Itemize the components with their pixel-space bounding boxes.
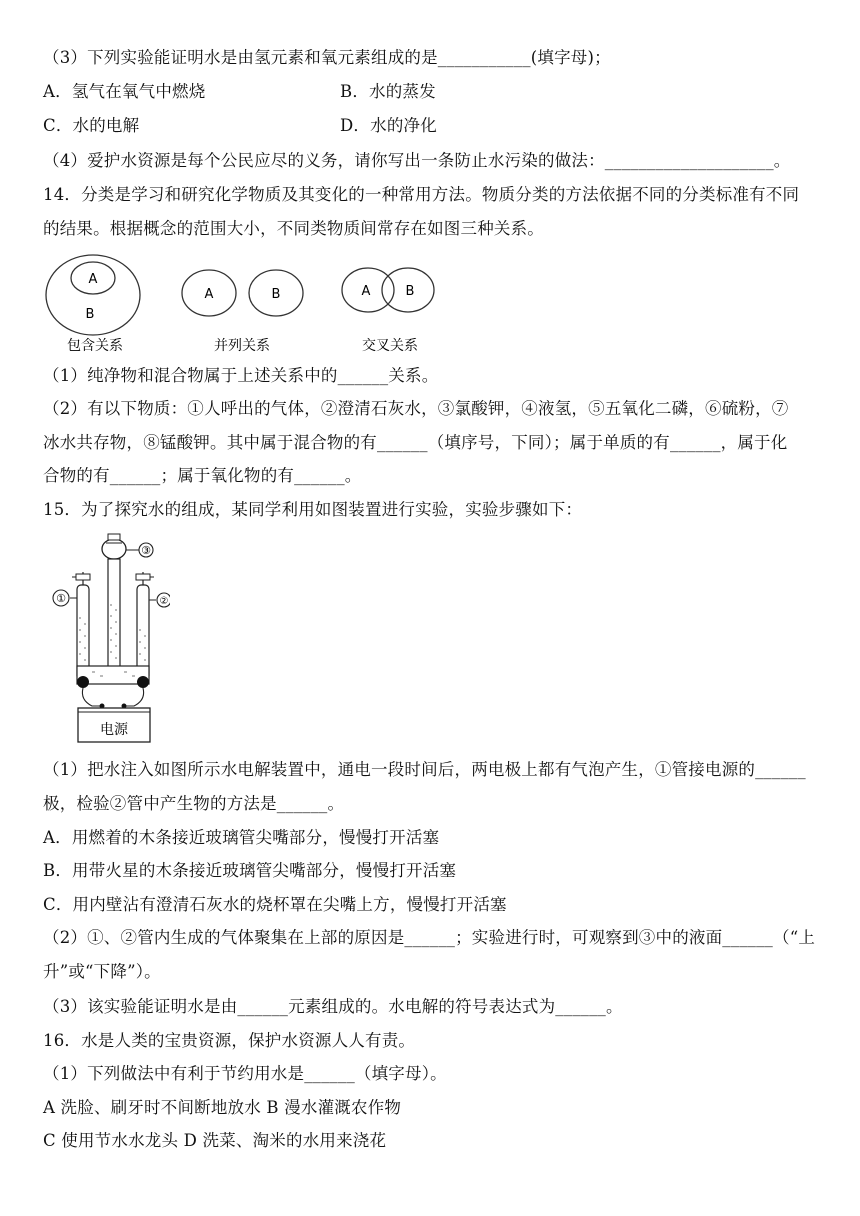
q15-stem: 15．为了探究水的组成，某同学利用如图装置进行实验，实验步骤如下： bbox=[43, 500, 583, 519]
q13-option-a: A．氢气在氧气中燃烧 bbox=[43, 82, 206, 101]
q14-stem-line2: 的结果。根据概念的范围大小，不同类物质间常存在如图三种关系。 bbox=[43, 219, 544, 238]
q15-option-b: B．用带火星的木条接近玻璃管尖嘴部分，慢慢打开活塞 bbox=[43, 861, 457, 880]
q16-options-line1: A 洗脸、刷牙时不间断地放水 B 漫水灌溉农作物 bbox=[43, 1098, 402, 1117]
parallel-relation bbox=[182, 270, 303, 354]
q13-option-b: B．水的蒸发 bbox=[340, 82, 436, 101]
circle-a-label: A bbox=[204, 287, 214, 302]
q16-part1: （1）下列做法中有利于节约用水是______（填字母）。 bbox=[43, 1064, 447, 1083]
circle-a-label: A bbox=[88, 272, 98, 287]
q13-option-d: D．水的净化 bbox=[340, 116, 437, 135]
caption-inclusion: 包含关系 bbox=[67, 338, 123, 354]
q15-option-c: C．用内壁沾有澄清石灰水的烧杯罩在尖嘴上方，慢慢打开活塞 bbox=[43, 895, 507, 914]
inclusion-relation bbox=[46, 255, 140, 354]
q16-stem: 16．水是人类的宝贵资源，保护水资源人人有责。 bbox=[43, 1031, 416, 1050]
q15-option-a: A．用燃着的木条接近玻璃管尖嘴部分，慢慢打开活塞 bbox=[43, 828, 440, 847]
q14-stem-line1: 14．分类是学习和研究化学物质及其变化的一种常用方法。物质分类的方法依据不同的分类标准有不同 bbox=[43, 185, 800, 204]
power-source-label: 电源 bbox=[100, 722, 128, 738]
circle-b-label: B bbox=[405, 284, 415, 299]
relationship-diagram bbox=[40, 250, 450, 360]
q14-part1: （1）纯净物和混合物属于上述关系中的______关系。 bbox=[43, 366, 439, 385]
label-tube-1: ① bbox=[56, 592, 66, 605]
q13-part3: （3）下列实验能证明水是由氢元素和氧元素组成的是___________(填字母)； bbox=[43, 48, 611, 67]
q13-option-c: C．水的电解 bbox=[43, 116, 140, 135]
label-reservoir: ③ bbox=[141, 544, 151, 557]
intersection-relation bbox=[342, 268, 434, 354]
q15-part1-line1: （1）把水注入如图所示水电解装置中，通电一段时间后，两电极上都有气泡产生，①管接电源的______ bbox=[43, 760, 806, 779]
circle-a-label: A bbox=[361, 284, 371, 299]
circle-b-label: B bbox=[271, 287, 281, 302]
circle-b-label: B bbox=[85, 307, 95, 322]
label-tube-2: ② bbox=[159, 596, 169, 607]
electrolysis-apparatus-diagram bbox=[40, 530, 170, 745]
q14-part2-line2: 冰水共存物，⑧锰酸钾。其中属于混合物的有______（填序号，下同）；属于单质的有______，属于化 bbox=[43, 433, 788, 452]
q15-part1-line2: 极，检验②管中产生物的方法是______。 bbox=[43, 794, 345, 813]
q15-part2-line1: （2）①、②管内生成的气体聚集在上部的原因是______；实验进行时，可观察到③中的液面______（“上 bbox=[43, 928, 816, 947]
caption-intersection: 交叉关系 bbox=[362, 338, 418, 354]
caption-parallel: 并列关系 bbox=[214, 338, 270, 354]
q15-part2-line2: 升”或“下降”）。 bbox=[43, 962, 161, 981]
q14-part2-line1: （2）有以下物质：①人呼出的气体，②澄清石灰水，③氯酸钾，④液氢，⑤五氧化二磷，⑥硫粉，⑦ bbox=[43, 399, 789, 418]
q13-part4: （4）爱护水资源是每个公民应尽的义务，请你写出一条防止水污染的做法：____________________。 bbox=[43, 151, 791, 170]
q14-part2-line3: 合物的有______；属于氧化物的有______。 bbox=[43, 466, 362, 485]
q15-part3: （3）该实验能证明水是由______元素组成的。水电解的符号表达式为______。 bbox=[43, 997, 623, 1016]
q16-options-line2: C 使用节水水龙头 D 洗菜、淘米的水用来浇花 bbox=[43, 1131, 387, 1150]
